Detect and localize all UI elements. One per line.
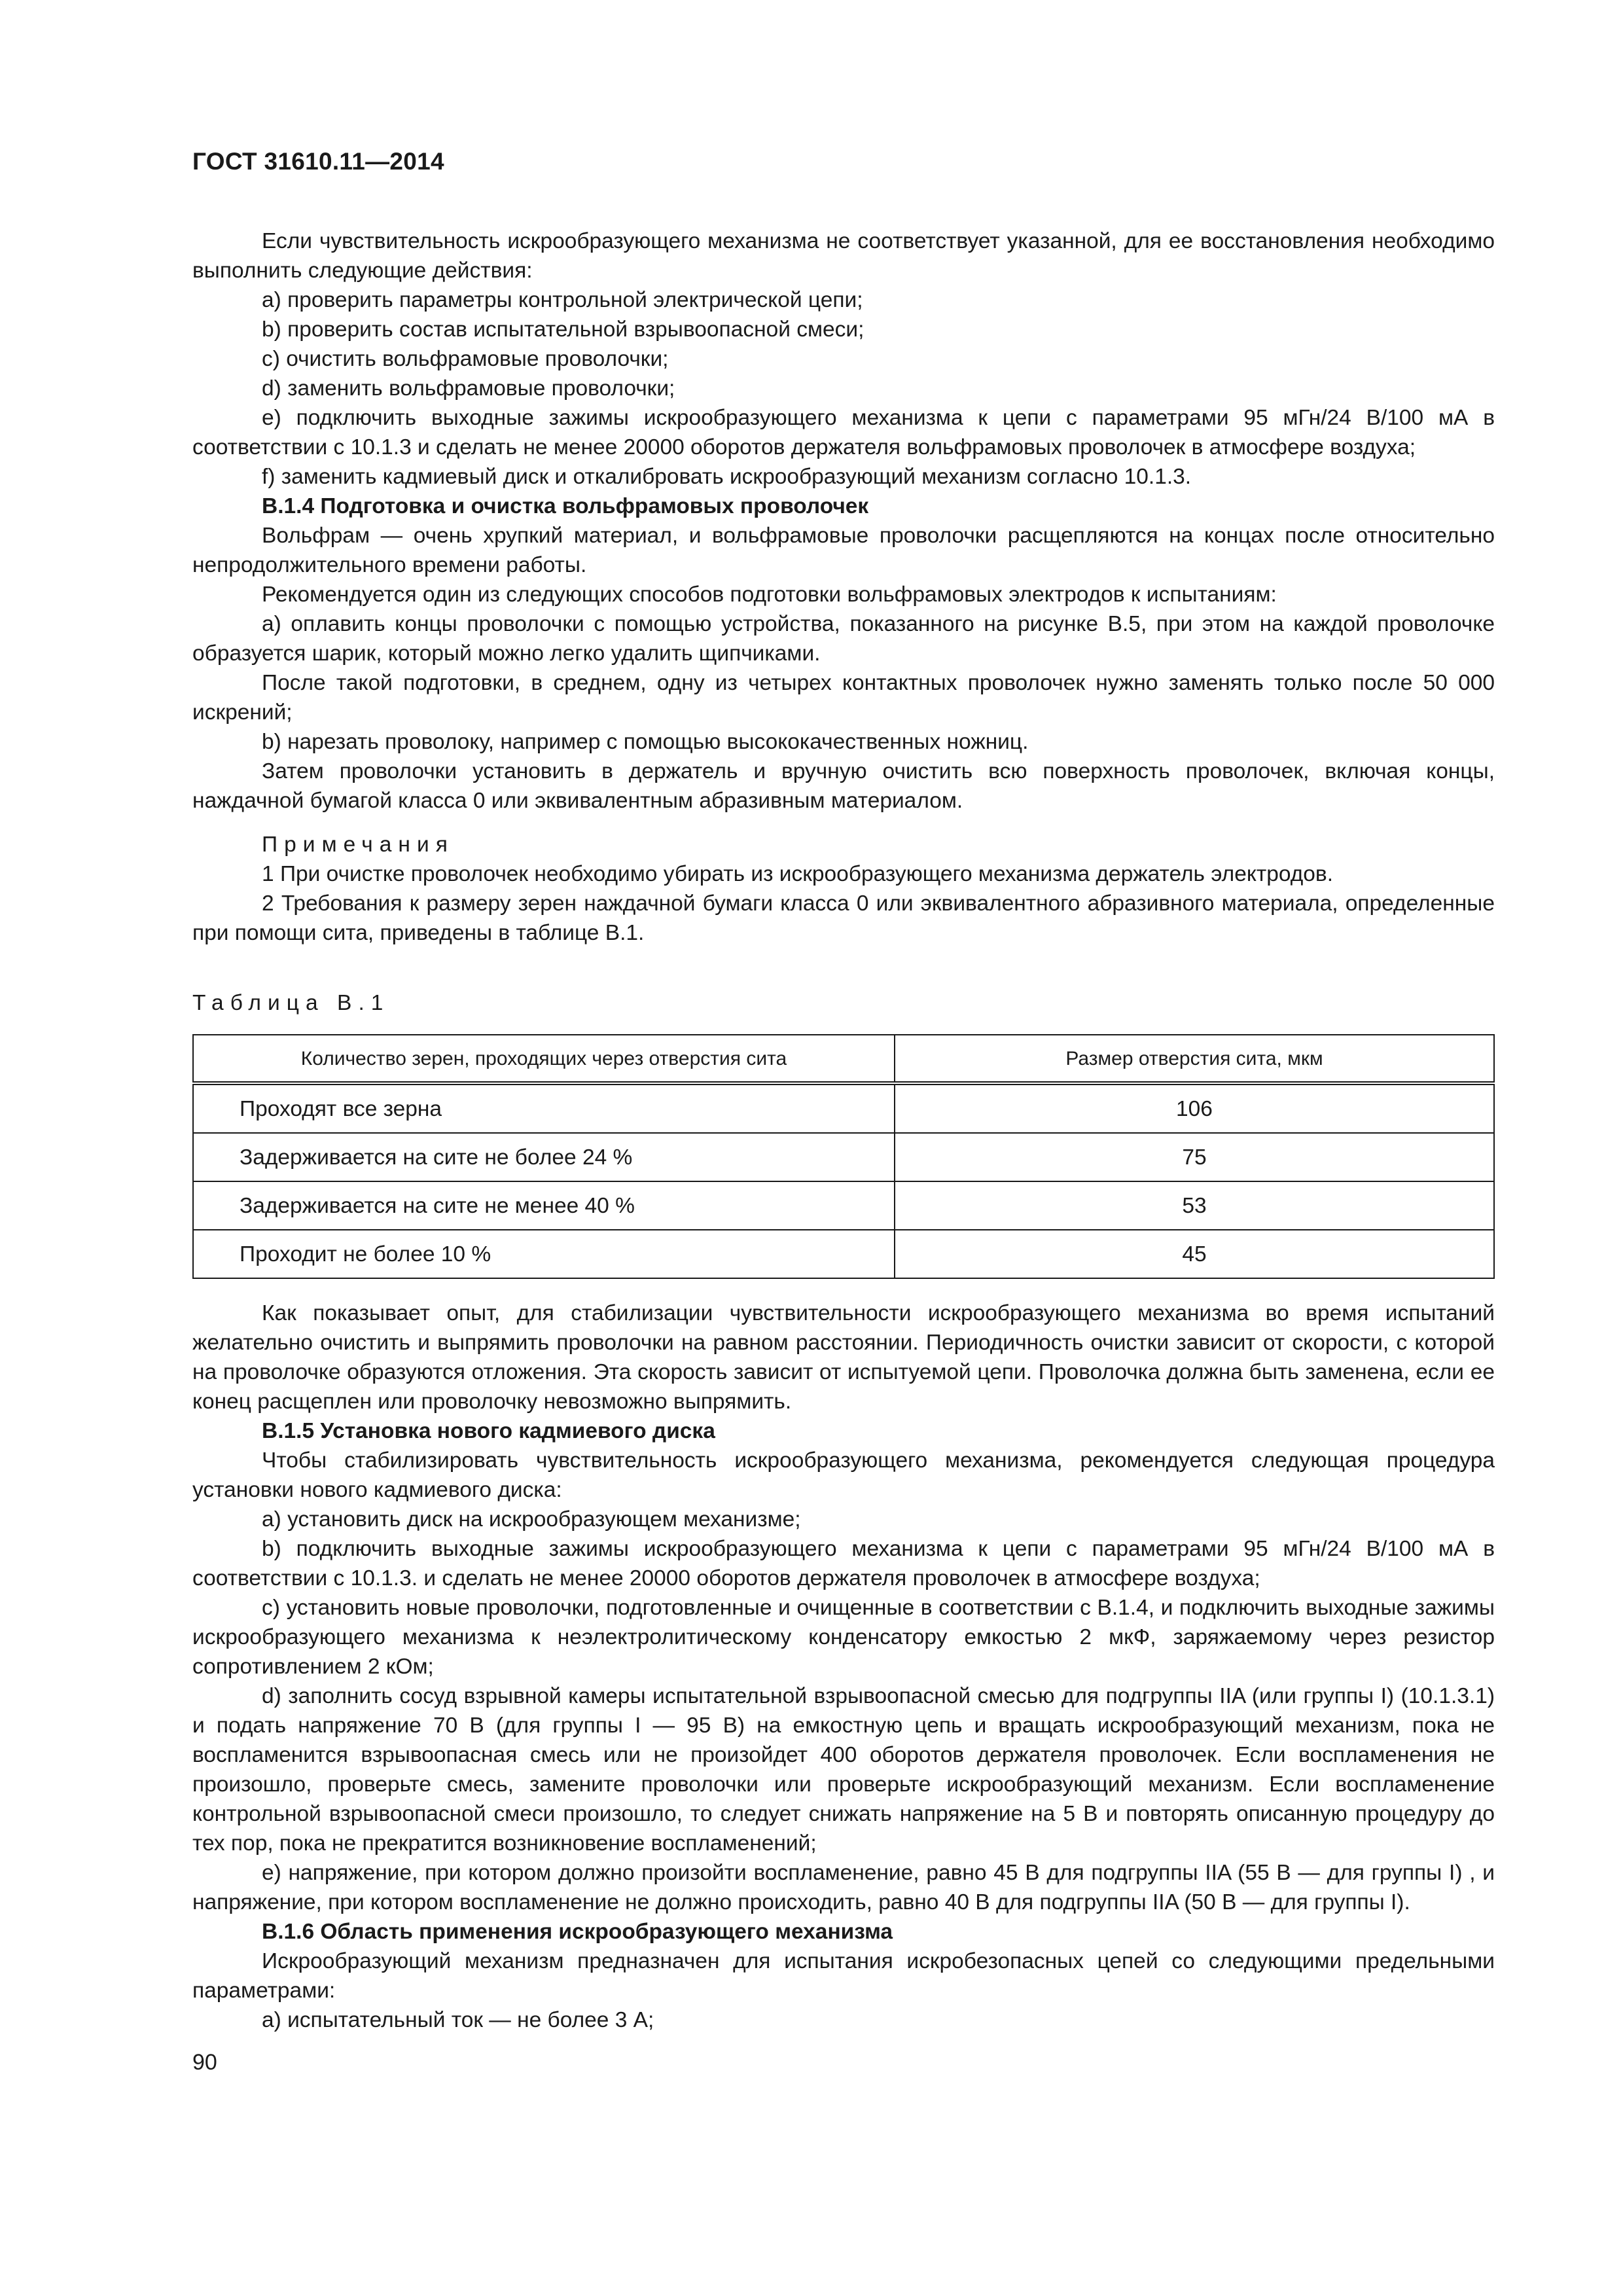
paragraph: Затем проволочки установить в держатель и вручную очистить всю поверхность проволочек, включая концы, наждачной бумагой класса 0 или эквивалентным абразивным материалом. — [192, 759, 1495, 813]
table-header-cell: Размер отверстия сита, мкм — [895, 1035, 1494, 1083]
paragraph: 1 При очистке проволочек необходимо убирать из искрообразующего механизма держатель электродов. — [262, 862, 1334, 886]
table-body — [193, 1083, 1494, 1278]
table-row — [193, 1133, 1494, 1181]
table-cell-sieve-size: 75 — [895, 1133, 1494, 1181]
paragraph: 2 Требования к размеру зерен наждачной бумаги класса 0 или эквивалентного абразивного материала, определенные при помощи сита, приведены в таблице В.1. — [192, 891, 1495, 945]
table-caption: Таблица В.1 — [192, 991, 390, 1015]
paragraph: Как показывает опыт, для стабилизации чувствительности искрообразующего механизма во время испытаний желательно очистить и выпрямить проволочки на равном расстоянии. Периодичность очистки зависит от скорости, с которой на проволочке образуются отложения. Эта скорость зависит от испытуемой цепи. Проволочка должна быть заменена, если ее конец расщеплен или проволочку невозможно выпрямить. — [192, 1301, 1495, 1414]
table-row — [193, 1230, 1494, 1278]
paragraph: Вольфрам — очень хрупкий материал, и вольфрамовые проволочки расщепляются на концах после относительно непродолжительного времени работы. — [192, 524, 1495, 577]
paragraph: d) заменить вольфрамовые проволочки; — [262, 376, 675, 401]
paragraph: b) нарезать проволоку, например с помощью высококачественных ножниц. — [262, 730, 1029, 754]
table-header-row — [193, 1035, 1494, 1083]
paragraph: е) подключить выходные зажимы искрообразующего механизма к цепи с параметрами 95 мГн/24 В/100 мА в соответствии с 10.1.3 и сделать не менее 20000 оборотов держателя вольфрамовых проволочек в атмосфере воздуха; — [192, 406, 1495, 459]
section-heading: В.1.5 Установка нового кадмиевого диска — [262, 1419, 715, 1443]
page-number: 90 — [192, 2050, 217, 2075]
paragraph: е) напряжение, при котором должно произойти воспламенение, равно 45 В для подгруппы IIA (55 В — для группы I) , и напряжение, при котором воспламенение не должно происходить, равно 40 В для подгруппы IIA (50 В — для группы I). — [192, 1861, 1495, 1914]
table-cell-sieve-size: 45 — [895, 1230, 1494, 1278]
paragraph: с) очистить вольфрамовые проволочки; — [262, 347, 669, 371]
paragraph: а) испытательный ток — не более 3 А; — [262, 2008, 654, 2032]
paragraph: с) установить новые проволочки, подготовленные и очищенные в соответствии с В.1.4, и подключить выходные зажимы искрообразующего механизма к неэлектролитическому конденсатору емкостью 2 мкФ, заряжаемому через резистор сопротивлением 2 кОм; — [192, 1596, 1495, 1679]
table-cell-sieve-size: 106 — [895, 1083, 1494, 1133]
paragraph: Рекомендуется один из следующих способов подготовки вольфрамовых электродов к испытаниям: — [262, 583, 1277, 607]
table-cell-grain-count: Проходят все зерна — [193, 1083, 895, 1133]
notes-heading: Примечания — [262, 833, 454, 857]
top-paragraphs — [192, 226, 1495, 948]
paragraph: Если чувствительность искрообразующего механизма не соответствует указанной, для ее восстановления необходимо выполнить следующие действия: — [192, 229, 1495, 283]
paragraph: b) проверить состав испытательной взрывоопасной смеси; — [262, 317, 865, 342]
paragraph: b) подключить выходные зажимы искрообразующего механизма к цепи с параметрами 95 мГн/24 В/100 мА в соответствии с 10.1.3. и сделать не менее 20000 оборотов держателя проволочек в атмосфере воздуха; — [192, 1537, 1495, 1590]
paragraph: После такой подготовки, в среднем, одну из четырех контактных проволочек нужно заменять только после 50 000 искрений; — [192, 671, 1495, 725]
table-cell-grain-count: Задерживается на сите не более 24 % — [193, 1133, 895, 1181]
paragraph: Искрообразующий механизм предназначен для испытания искробезопасных цепей со следующими предельными параметрами: — [192, 1949, 1495, 2003]
table-row — [193, 1083, 1494, 1133]
paragraph: а) установить диск на искрообразующем механизме; — [262, 1507, 801, 1532]
paragraph: d) заполнить сосуд взрывной камеры испытательной взрывоопасной смесью для подгруппы IIA (или группы I) (10.1.3.1) и подать напряжение 70 В (для группы I — 95 В) на емкостную цепь и вращать искрообразующий механизм, пока не воспламенится взрывоопасная смесь или не произойдет 400 оборотов держателя проволочек. Если воспламенения не произошло, проверьте смесь, замените проволочки или проверьте искрообразующий механизм. Если воспламенение контрольной взрывоопасной смеси произошло, то следует снижать напряжение на 5 В и повторять описанную процедуру до тех пор, пока не прекратится возникновение воспламенений; — [192, 1684, 1495, 1856]
sieve-table — [192, 1034, 1495, 1279]
paragraph: Чтобы стабилизировать чувствительность искрообразующего механизма, рекомендуется следующая процедура установки нового кадмиевого диска: — [192, 1448, 1495, 1502]
bottom-paragraphs — [192, 1299, 1495, 2035]
table-row — [193, 1181, 1494, 1230]
section-heading: В.1.6 Область применения искрообразующего механизма — [262, 1920, 893, 1944]
paragraph: f) заменить кадмиевый диск и откалибровать искрообразующий механизм согласно 10.1.3. — [262, 465, 1192, 489]
table-header-cell: Количество зерен, проходящих через отверстия сита — [193, 1035, 895, 1083]
paragraph: а) оплавить концы проволочки с помощью устройства, показанного на рисунке В.5, при этом на каждой проволочке образуется шарик, который можно легко удалить щипчиками. — [192, 612, 1495, 666]
table-cell-grain-count: Задерживается на сите не менее 40 % — [193, 1181, 895, 1230]
section-heading: В.1.4 Подготовка и очистка вольфрамовых проволочек — [262, 494, 869, 518]
document-body — [192, 226, 1495, 2035]
table-cell-sieve-size: 53 — [895, 1181, 1494, 1230]
paragraph: а) проверить параметры контрольной электрической цепи; — [262, 288, 863, 312]
document-header: ГОСТ 31610.11—2014 — [192, 148, 444, 175]
table-cell-grain-count: Проходит не более 10 % — [193, 1230, 895, 1278]
